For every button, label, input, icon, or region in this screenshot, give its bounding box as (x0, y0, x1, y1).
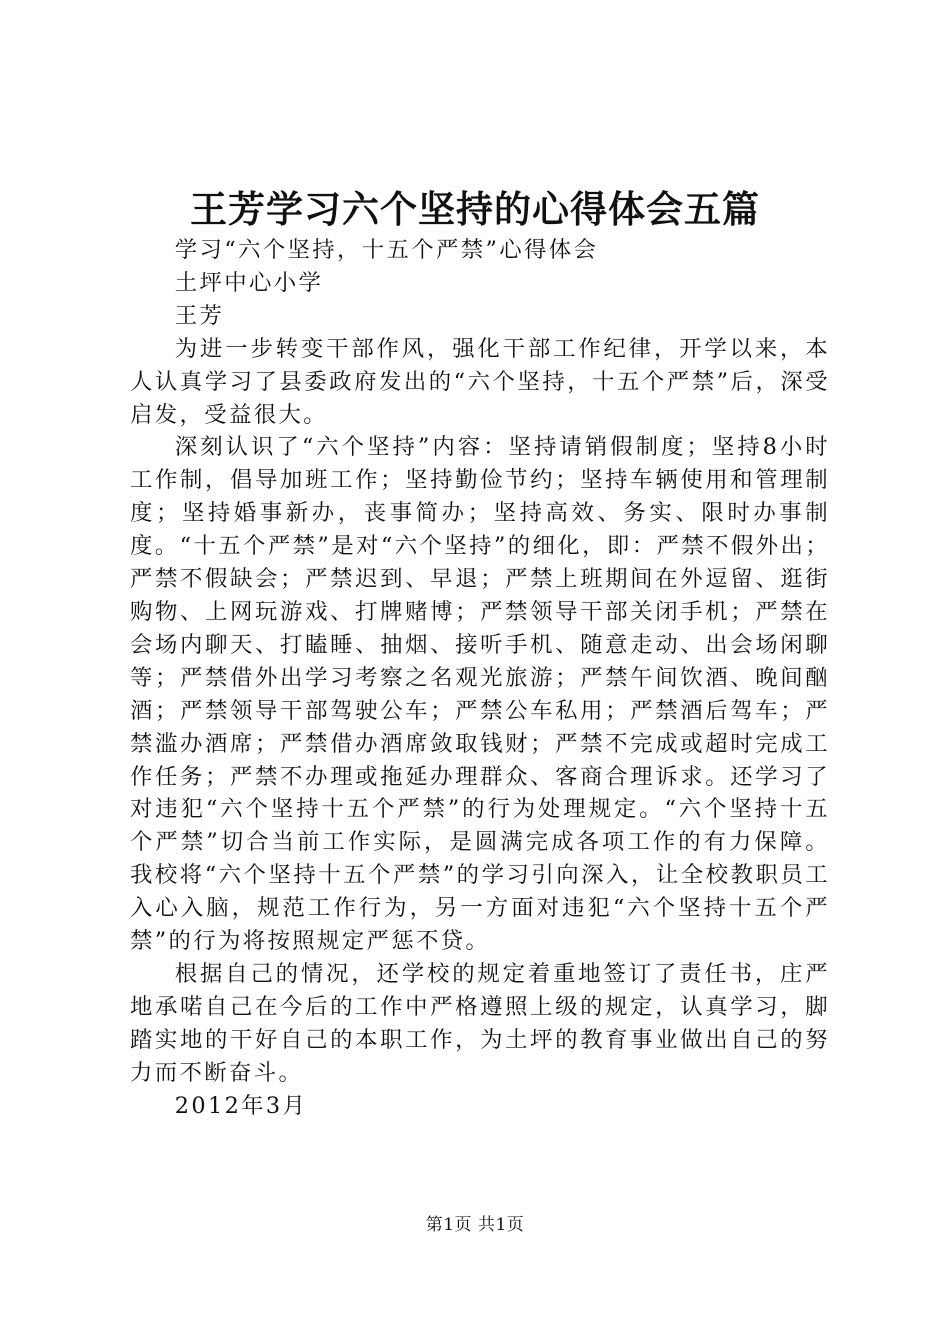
paragraph: 为进一步转变干部作风，强化干部工作纪律，开学以来，本人认真学习了县委政府发出的“六个坚持，十五个严禁”后，深受启发，受益很大。 (130, 335, 830, 428)
school-name: 土坪中心小学 (174, 269, 324, 296)
subtitle: 学习“六个坚持，十五个严禁”心得体会 (174, 237, 599, 263)
paragraph: 根据自己的情况，还学校的规定着重地签订了责任书，庄严地承喏自己在今后的工作中严格遵照上级的规定，认真学习，脚踏实地的干好自己的本职工作，为土坪的教育事业做出自己的努力而不断奋斗。 (130, 960, 830, 1086)
document-date: 2012年3月 (174, 1092, 308, 1119)
document-title: 王芳学习六个坚持的心得体会五篇 (190, 188, 760, 231)
document-body (130, 234, 830, 1122)
paragraph: 深刻认识了“六个坚持”内容：坚持请销假制度；坚持8小时工作制，倡导加班工作；坚持勤俭节约；坚持车辆使用和管理制度；坚持婚事新办，丧事简办；坚持高效、务实、限时办事制度。“十五个严禁”是对“六个坚持”的细化，即：严禁不假外出；严禁不假缺会；严禁迟到、早退；严禁上班期间在外逗留、逛街购物、上网玩游戏、打牌赌博；严禁领导干部关闭手机；严禁在会场内聊天、打瞌睡、抽烟、接听手机、随意走动、出会场闲聊等；严禁借外出学习考察之名观光旅游；严禁午间饮酒、晚间酗酒；严禁领导干部驾驶公车；严禁公车私用；严禁酒后驾车；严禁滥办酒席；严禁借办酒席敛取钱财；严禁不完成或超时完成工作任务；严禁不办理或拖延办理群众、客商合理诉求。还学习了对违犯“六个坚持十五个严禁”的行为处理规定。“六个坚持十五个严禁”切合当前工作实际，是圆满完成各项工作的有力保障。我校将“六个坚持十五个严禁”的学习引向深入，让全校教职员工入心入脑，规范工作行为，另一方面对违犯“六个坚持十五个严禁”的行为将按照规定严惩不贷。 (130, 434, 830, 955)
author-name: 王芳 (174, 302, 225, 329)
page-number-footer: 第1页 共1页 (425, 1215, 525, 1235)
